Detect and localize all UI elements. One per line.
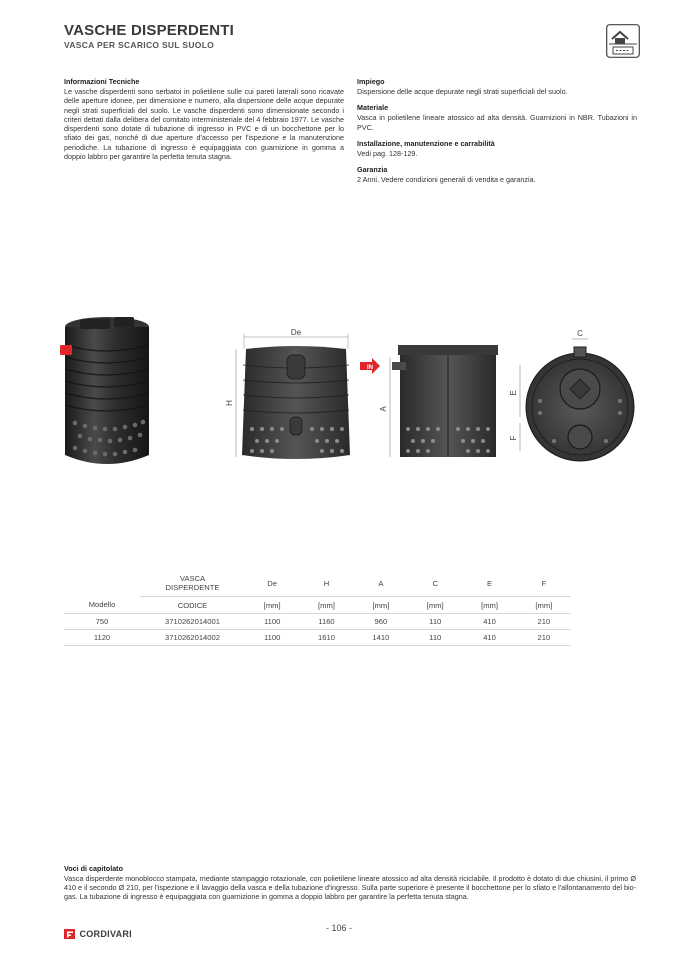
page-number: - 106 -	[325, 923, 352, 933]
table-row	[64, 614, 571, 630]
voci-capitolato-section	[64, 864, 636, 908]
dim-h-label: H	[225, 400, 234, 406]
col-header-c: C	[432, 578, 438, 588]
garanzia-text: 2 Anni. Vedere condizioni generali di vendita e garanzia.	[357, 175, 536, 185]
brand-name: CORDIVARI	[79, 928, 132, 939]
dim-e-label: E	[509, 390, 518, 396]
unit-h: [mm]	[299, 597, 353, 614]
cell-de: 1100	[245, 630, 299, 646]
unit-de: [mm]	[245, 597, 299, 614]
dim-c-label: C	[577, 329, 583, 338]
cell-c: 110	[408, 614, 462, 630]
cell-h: 1160	[299, 614, 353, 630]
dim-de-label: De	[290, 328, 302, 337]
dim-a-label: A	[379, 406, 388, 412]
cell-modello: 750	[64, 614, 140, 630]
impiego-heading: Impiego	[357, 77, 385, 86]
page-title: VASCHE DISPERDENTI	[64, 22, 235, 39]
technical-info-section	[64, 77, 344, 168]
materiale-text: Vasca in polietilene lineare atossico ad alta densità. Guarnizioni in NBR. Tubazioni in PVC.	[357, 113, 637, 132]
materiale-heading: Materiale	[357, 103, 389, 113]
table-row	[64, 630, 571, 646]
inlet-label: IN	[367, 365, 373, 371]
col-header-vasca-line2: DISPERDENTE	[165, 583, 220, 592]
col-header-vasca-line1: VASCA	[179, 574, 206, 583]
col-header-de: De	[267, 578, 277, 588]
installazione-text: Vedi pag. 128-129.	[357, 148, 418, 158]
cell-e: 410	[462, 630, 516, 646]
col-header-codice: CODICE	[140, 597, 245, 614]
col-header-e: E	[486, 578, 493, 588]
voci-heading: Voci di capitolato	[64, 864, 123, 873]
tank-front-view	[225, 328, 350, 459]
col-header-h: H	[323, 578, 330, 588]
unit-c: [mm]	[408, 597, 462, 614]
installazione-heading: Installazione, manutenzione e carrabilità	[357, 138, 495, 148]
impiego-text: Dispersione delle acque depurate negli strati superficiali del suolo.	[357, 87, 568, 96]
cell-codice: 3710262014001	[140, 614, 245, 630]
product-figures	[40, 305, 660, 475]
info-text: Le vasche disperdenti sono serbatoi in polietilene sulle cui pareti laterali sono ricavate delle aperture idonee, per dimensione e numero, alla dispersione delle acque depurate negli strati superficiali del suolo. Le vasche disperdenti sono dimensionate secondo i criteri dettati dalla delibera del comitato interministeriale del 4 febbraio 1977. Le vasche disperdenti sono dotate di tubazione di ingresso in PVC e di un bocchettone per lo sfiato dei gas, nonché di due aperture d'accesso per l'ispezione e la manutenzione periodiche. La tubazione di ingresso è equipaggiata con guarnizione in gomma a doppio labbro per garantire la perfetta tenuta stagna.	[64, 87, 344, 162]
cell-h: 1610	[299, 630, 353, 646]
cell-a: 1410	[354, 630, 408, 646]
spec-table	[64, 570, 571, 646]
col-header-vasca	[140, 570, 245, 597]
right-info-section	[357, 77, 637, 191]
cell-f: 210	[517, 630, 571, 646]
house-drain-icon	[606, 24, 640, 58]
col-header-modello: Modello	[88, 600, 116, 609]
voci-text: Vasca disperdente monoblocco stampata, mediante stampaggio rotazionale, con polietilene lineare atossico ad alta densità riciclabile. Il prodotto è dotato di due chiusini, il primo Ø 410 e il secondo Ø 210, per l'ispezione e il lavaggio della vasca e della tubazione d'ingresso. Sulla parte superiore è presente il bocchettone per lo sfiato e l'allontanamento del bio-gas. La tubazione di ingresso è equipaggiata con guarnizione in gomma a doppio labbro per garantire la perfetta tenuta stagna.	[64, 874, 636, 901]
tank-side-view	[360, 345, 498, 457]
cell-modello: 1120	[64, 630, 140, 646]
cell-e: 410	[462, 614, 516, 630]
garanzia-heading: Garanzia	[357, 165, 388, 175]
cell-a: 960	[354, 614, 408, 630]
unit-e: [mm]	[462, 597, 516, 614]
unit-f: [mm]	[517, 597, 571, 614]
cell-f: 210	[517, 614, 571, 630]
tank-top-view	[509, 329, 634, 461]
cell-codice: 3710262014002	[140, 630, 245, 646]
page-subtitle: VASCA PER SCARICO SUL SUOLO	[64, 40, 215, 50]
cell-de: 1100	[245, 614, 299, 630]
unit-a: [mm]	[354, 597, 408, 614]
tank-3d-figure	[60, 317, 149, 464]
dim-f-label: F	[509, 435, 518, 441]
col-header-a: A	[378, 578, 384, 588]
col-header-f: F	[541, 578, 547, 588]
cell-c: 110	[408, 630, 462, 646]
info-heading: Informazioni Tecniche	[64, 77, 140, 86]
